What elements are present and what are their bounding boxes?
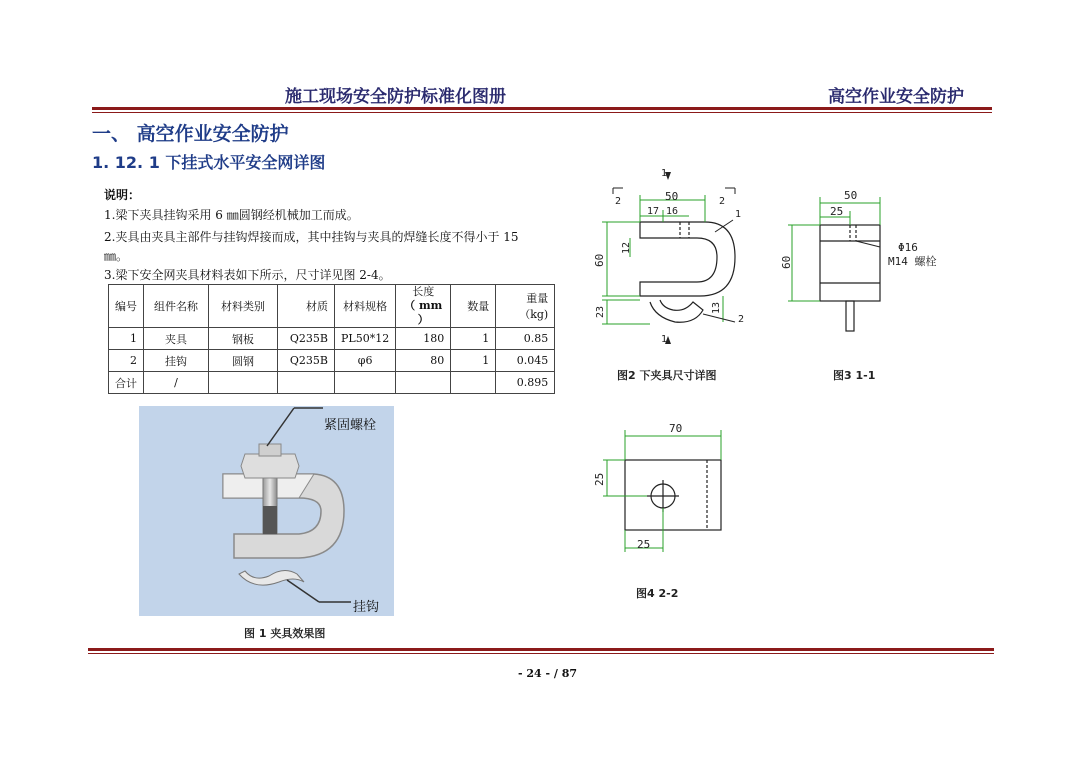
dim-text: 25 <box>830 205 844 218</box>
label-hook: 挂钩 <box>353 600 380 615</box>
header-rule-thin <box>92 112 992 113</box>
dim-text: 25 <box>593 472 606 486</box>
mark-text: 1 <box>661 168 668 179</box>
th-length-unit: （ mm ） <box>404 299 443 326</box>
th-material: 材质 <box>278 285 335 328</box>
dim-text: 16 <box>666 206 679 217</box>
figure3-caption: 图3 1-1 <box>833 369 876 382</box>
table-row <box>109 350 555 372</box>
subsection-heading: 1. 12. 1 下挂式水平安全网详图 <box>92 153 326 172</box>
section-heading: 一、 高空作业安全防护 <box>92 123 289 145</box>
footer-rule <box>88 648 994 651</box>
figure4-drawing <box>585 418 735 558</box>
th-length-top: 长度 <box>412 285 435 298</box>
header-rule <box>92 107 992 110</box>
cell <box>335 372 396 394</box>
dim-text: 12 <box>621 241 632 254</box>
note-line-2: 2.夹具由夹具主部件与挂钩焊接而成，其中挂钩与夹具的焊缝长度不得小于 15 <box>104 230 519 244</box>
note-line-3: ㎜。 <box>104 249 129 263</box>
clamp-render-illustration <box>139 406 394 616</box>
cell: 1 <box>451 350 496 372</box>
cell: 0.85 <box>496 328 555 350</box>
cell: 180 <box>396 328 451 350</box>
figure2-drawing <box>585 162 770 362</box>
th-no: 编号 <box>109 285 144 328</box>
label-m14-bolt: M14 螺栓 <box>888 255 937 268</box>
cell: 0.895 <box>496 372 555 394</box>
dim-text: 60 <box>780 255 793 269</box>
mark-text: 1 <box>661 334 668 345</box>
cell <box>451 372 496 394</box>
mark-text: 2 <box>738 314 745 325</box>
dim-text: 60 <box>593 253 606 267</box>
material-table <box>108 284 555 394</box>
th-spec: 材料规格 <box>335 285 396 328</box>
label-phi: Φ16 <box>898 241 918 254</box>
cell: 80 <box>396 350 451 372</box>
cell: / <box>144 372 209 394</box>
figure3-drawing <box>780 185 950 335</box>
cell: Q235B <box>278 350 335 372</box>
cell: 圆钢 <box>209 350 278 372</box>
dim-text: 50 <box>665 190 679 203</box>
dim-text: 25 <box>637 538 651 551</box>
cell: φ6 <box>335 350 396 372</box>
table-row-total <box>109 372 555 394</box>
th-qty: 数量 <box>451 285 496 328</box>
note-line-4: 3.梁下安全网夹具材料表如下所示，尺寸详见图 2-4。 <box>104 268 391 282</box>
page-number: - 24 - / 87 <box>518 667 578 680</box>
header-title-left: 施工现场安全防护标准化图册 <box>285 87 506 107</box>
th-category: 材料类别 <box>209 285 278 328</box>
cell <box>396 372 451 394</box>
dim-text: 50 <box>844 189 858 202</box>
cell: 夹具 <box>144 328 209 350</box>
dim-text: 13 <box>711 301 722 314</box>
figure4-caption: 图4 2-2 <box>636 587 679 600</box>
cell: 0.045 <box>496 350 555 372</box>
cell: PL50*12 <box>335 328 396 350</box>
mark-text: 2 <box>615 196 622 207</box>
cell <box>209 372 278 394</box>
note-line-1: 1.梁下夹具挂钩采用 6 ㎜圆钢经机械加工而成。 <box>104 208 359 222</box>
notes-title: 说明： <box>104 188 141 202</box>
header-title-right: 高空作业安全防护 <box>828 87 964 107</box>
cell: 挂钩 <box>144 350 209 372</box>
footer-rule-thin <box>88 653 994 654</box>
th-weight: 重量（kg) <box>496 285 555 328</box>
cell: Q235B <box>278 328 335 350</box>
th-component: 组件名称 <box>144 285 209 328</box>
figure1-caption: 图 1 夹具效果图 <box>244 627 326 640</box>
dim-text: 17 <box>647 206 660 217</box>
mark-text: 1 <box>735 209 742 220</box>
dim-text: 23 <box>595 305 606 318</box>
clamp-render-image <box>139 406 394 616</box>
cell: 1 <box>451 328 496 350</box>
cell: 1 <box>109 328 144 350</box>
cell: 钢板 <box>209 328 278 350</box>
label-bolt: 紧固螺栓 <box>324 418 377 433</box>
figure2-caption: 图2 下夹具尺寸详图 <box>617 369 717 382</box>
cell: 合计 <box>109 372 144 394</box>
dim-text: 70 <box>669 422 683 435</box>
cell <box>278 372 335 394</box>
table-row <box>109 328 555 350</box>
table-header-row <box>109 285 555 328</box>
cell: 2 <box>109 350 144 372</box>
th-length <box>396 285 451 328</box>
mark-text: 2 <box>719 196 726 207</box>
